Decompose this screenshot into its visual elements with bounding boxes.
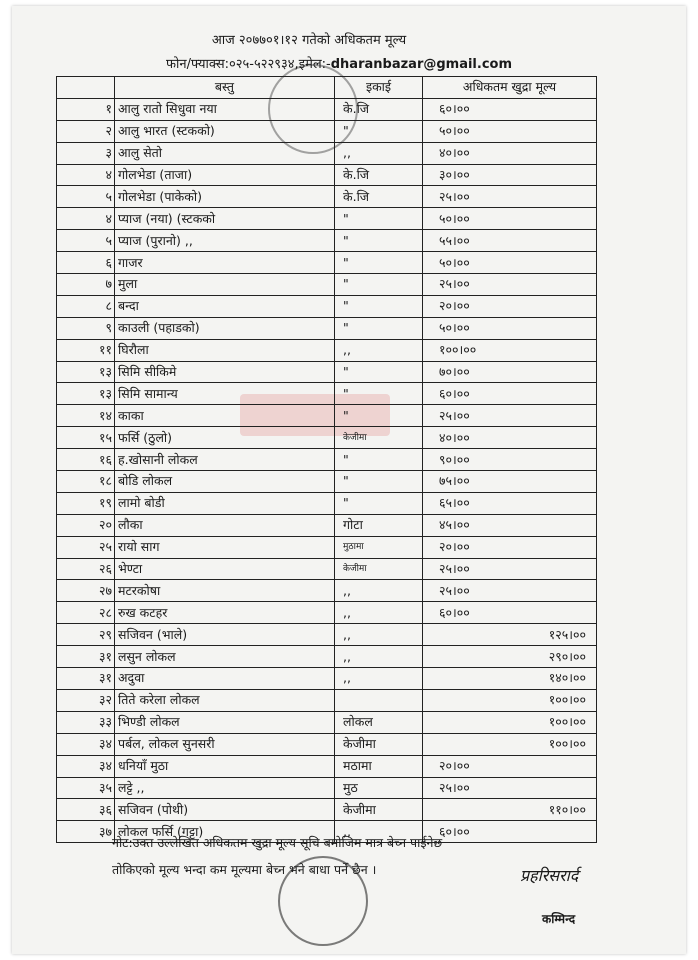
row-item: प्याज (नया) (स्टकको bbox=[115, 208, 335, 230]
header-contact bbox=[2, 54, 676, 72]
row-unit: ,, bbox=[335, 646, 423, 668]
table-row bbox=[57, 580, 597, 602]
row-item: सजिवन (भाले) bbox=[115, 624, 335, 646]
row-sn: ११ bbox=[57, 339, 115, 361]
row-price: ५५।०० bbox=[423, 230, 597, 252]
row-price: २९०।०० bbox=[423, 646, 597, 668]
row-price: २५।०० bbox=[423, 777, 597, 799]
row-item: सजिवन (पोथी) bbox=[115, 799, 335, 821]
row-item: काका bbox=[115, 405, 335, 427]
table-header-row bbox=[57, 77, 597, 99]
row-item: बन्दा bbox=[115, 295, 335, 317]
official-seal-bottom bbox=[278, 856, 368, 946]
col-header-unit: इकाई bbox=[335, 77, 423, 99]
row-item: मटरकोषा bbox=[115, 580, 335, 602]
row-sn: ४ bbox=[57, 164, 115, 186]
table-row bbox=[57, 252, 597, 274]
table-row bbox=[57, 186, 597, 208]
row-price: २५।०० bbox=[423, 405, 597, 427]
row-unit: " bbox=[335, 383, 423, 405]
row-sn: ३२ bbox=[57, 689, 115, 711]
row-item: भिण्डी लोकल bbox=[115, 711, 335, 733]
row-price: ५०।०० bbox=[423, 120, 597, 142]
row-unit: " bbox=[335, 449, 423, 471]
row-sn: ७ bbox=[57, 274, 115, 296]
row-unit: मुठ bbox=[335, 777, 423, 799]
row-price: २०।०० bbox=[423, 536, 597, 558]
row-item: गोलभेडा (पाकेको) bbox=[115, 186, 335, 208]
row-item: तिते करेला लोकल bbox=[115, 689, 335, 711]
row-item: रुख कटहर bbox=[115, 602, 335, 624]
row-sn: ९ bbox=[57, 317, 115, 339]
row-sn: ३४ bbox=[57, 733, 115, 755]
row-item: प्याज (पुरानो) ,, bbox=[115, 230, 335, 252]
row-sn: ५ bbox=[57, 230, 115, 252]
table-row bbox=[57, 427, 597, 449]
row-item: गाजर bbox=[115, 252, 335, 274]
row-price: १००।०० bbox=[423, 689, 597, 711]
row-item: गोलभेडा (ताजा) bbox=[115, 164, 335, 186]
row-item: भेण्टा bbox=[115, 558, 335, 580]
table-row bbox=[57, 624, 597, 646]
row-sn: ३७ bbox=[57, 821, 115, 843]
row-sn: १६ bbox=[57, 449, 115, 471]
table-row bbox=[57, 383, 597, 405]
row-price: ५०।०० bbox=[423, 252, 597, 274]
row-unit: ,, bbox=[335, 602, 423, 624]
row-price: ४५।०० bbox=[423, 514, 597, 536]
row-sn: २९ bbox=[57, 624, 115, 646]
row-sn: २० bbox=[57, 514, 115, 536]
table-row bbox=[57, 711, 597, 733]
row-price: ६५।०० bbox=[423, 492, 597, 514]
row-price: १४०।०० bbox=[423, 668, 597, 690]
row-item: लसुन लोकल bbox=[115, 646, 335, 668]
row-unit: " bbox=[335, 471, 423, 493]
row-item: धनियाँ मुठा bbox=[115, 755, 335, 777]
row-sn: ३१ bbox=[57, 668, 115, 690]
row-price: १००।०० bbox=[423, 339, 597, 361]
signature: प्रहरिसरार्द bbox=[520, 866, 579, 885]
header-title: आज २०७७०१।१२ गतेको अधिकतम मूल्य bbox=[211, 33, 407, 48]
table-row bbox=[57, 361, 597, 383]
row-sn: १४ bbox=[57, 405, 115, 427]
table-row bbox=[57, 230, 597, 252]
row-price: २५।०० bbox=[423, 558, 597, 580]
table-row bbox=[57, 777, 597, 799]
row-unit: " bbox=[335, 317, 423, 339]
document-page bbox=[12, 6, 686, 954]
table-row bbox=[57, 339, 597, 361]
row-unit: केजीमा bbox=[335, 427, 423, 449]
row-unit: ,, bbox=[335, 339, 423, 361]
row-unit: मुठामा bbox=[335, 536, 423, 558]
row-sn: १३ bbox=[57, 383, 115, 405]
row-sn: ५ bbox=[57, 186, 115, 208]
table-row bbox=[57, 471, 597, 493]
row-unit: " bbox=[335, 120, 423, 142]
row-sn: २६ bbox=[57, 558, 115, 580]
row-item: घिरौला bbox=[115, 339, 335, 361]
table-row bbox=[57, 98, 597, 120]
row-item: लौका bbox=[115, 514, 335, 536]
row-price: ३०।०० bbox=[423, 164, 597, 186]
table-row bbox=[57, 142, 597, 164]
row-price: २५।०० bbox=[423, 186, 597, 208]
row-item: सिमि सीकिमे bbox=[115, 361, 335, 383]
row-unit: " bbox=[335, 361, 423, 383]
row-unit: केजीमा bbox=[335, 733, 423, 755]
row-unit: ,, bbox=[335, 142, 423, 164]
table-row bbox=[57, 274, 597, 296]
row-item: आलु सेतो bbox=[115, 142, 335, 164]
row-item: आलु भारत (स्टकको) bbox=[115, 120, 335, 142]
row-unit: " bbox=[335, 295, 423, 317]
table-row bbox=[57, 558, 597, 580]
table-row bbox=[57, 755, 597, 777]
row-sn: ३१ bbox=[57, 646, 115, 668]
row-price: २०।०० bbox=[423, 755, 597, 777]
row-price: १२५।०० bbox=[423, 624, 597, 646]
row-item: लोकल फर्सि (गट्टा) bbox=[115, 821, 335, 843]
price-table bbox=[56, 76, 597, 843]
row-price: १००।०० bbox=[423, 733, 597, 755]
row-item: मुला bbox=[115, 274, 335, 296]
table-row bbox=[57, 208, 597, 230]
row-price: ७५।०० bbox=[423, 471, 597, 493]
table-row bbox=[57, 602, 597, 624]
row-sn: ८ bbox=[57, 295, 115, 317]
row-price: ६०।०० bbox=[423, 383, 597, 405]
row-price: ६०।०० bbox=[423, 821, 597, 843]
row-unit: " bbox=[335, 492, 423, 514]
table-row bbox=[57, 120, 597, 142]
row-price: २०।०० bbox=[423, 295, 597, 317]
row-unit: केजीमा bbox=[335, 799, 423, 821]
row-item: आलु रातो सिधुवा नया bbox=[115, 98, 335, 120]
table-row bbox=[57, 317, 597, 339]
table-row bbox=[57, 514, 597, 536]
row-unit: " bbox=[335, 405, 423, 427]
table-row bbox=[57, 646, 597, 668]
signature-stamp: कम्मिन्द bbox=[542, 912, 576, 926]
row-sn: १ bbox=[57, 98, 115, 120]
row-sn: ३४ bbox=[57, 755, 115, 777]
row-unit: के.जि bbox=[335, 164, 423, 186]
row-price: ६०।०० bbox=[423, 98, 597, 120]
row-sn: १९ bbox=[57, 492, 115, 514]
row-sn: ४ bbox=[57, 208, 115, 230]
row-item: रायो साग bbox=[115, 536, 335, 558]
header-email: dharanbazar@gmail.com bbox=[330, 57, 513, 72]
row-price: २५।०० bbox=[423, 274, 597, 296]
col-header-price: अधिकतम खुद्रा मूल्य bbox=[423, 77, 597, 99]
row-item: पर्बल, लोकल सुनसरी bbox=[115, 733, 335, 755]
row-unit: " bbox=[335, 230, 423, 252]
row-sn: २५ bbox=[57, 536, 115, 558]
table-row bbox=[57, 449, 597, 471]
table-row bbox=[57, 164, 597, 186]
table-row bbox=[57, 689, 597, 711]
row-unit bbox=[335, 689, 423, 711]
row-unit: मठामा bbox=[335, 755, 423, 777]
col-header-item: बस्तु bbox=[115, 77, 335, 99]
row-unit: लोकल bbox=[335, 711, 423, 733]
table-row bbox=[57, 668, 597, 690]
table-row bbox=[57, 799, 597, 821]
row-item: ह.खोसानी लोकल bbox=[115, 449, 335, 471]
row-price: ११०।०० bbox=[423, 799, 597, 821]
row-sn: १३ bbox=[57, 361, 115, 383]
row-unit: के.जि bbox=[335, 98, 423, 120]
table-row bbox=[57, 405, 597, 427]
table-row bbox=[57, 492, 597, 514]
table-body bbox=[57, 98, 597, 842]
row-item: सिमि सामान्य bbox=[115, 383, 335, 405]
col-header-sn bbox=[57, 77, 115, 99]
note-line-1: नोट:उक्त उल्लेखित अधिकतम खुद्रा मूल्य सूचि बमोजिम मात्र बेच्न पाईनेछ bbox=[112, 835, 443, 850]
row-sn: २८ bbox=[57, 602, 115, 624]
row-sn: ३६ bbox=[57, 799, 115, 821]
row-item: फर्सि (ठुलो) bbox=[115, 427, 335, 449]
row-sn: १५ bbox=[57, 427, 115, 449]
row-price: ५०।०० bbox=[423, 317, 597, 339]
row-sn: ६ bbox=[57, 252, 115, 274]
row-item: बोडि लोकल bbox=[115, 471, 335, 493]
row-price: १००।०० bbox=[423, 711, 597, 733]
row-unit: केजीमा bbox=[335, 558, 423, 580]
row-sn: २७ bbox=[57, 580, 115, 602]
row-unit: " bbox=[335, 208, 423, 230]
row-price: ७०।०० bbox=[423, 361, 597, 383]
row-price: ४०।०० bbox=[423, 142, 597, 164]
row-item: लामो बोडी bbox=[115, 492, 335, 514]
row-sn: १८ bbox=[57, 471, 115, 493]
row-sn: ३ bbox=[57, 142, 115, 164]
row-price: ४०।०० bbox=[423, 427, 597, 449]
row-unit: ,, bbox=[335, 580, 423, 602]
row-item: काउली (पहाडको) bbox=[115, 317, 335, 339]
row-item: लट्टे ,, bbox=[115, 777, 335, 799]
note-line-2: तोकिएको मूल्य भन्दा कम मूल्यमा बेच्न भने बाधा पर्ने छैन । bbox=[112, 862, 377, 877]
row-unit: ,, bbox=[335, 821, 423, 843]
table-row bbox=[57, 733, 597, 755]
row-sn: ३५ bbox=[57, 777, 115, 799]
row-item: अदुवा bbox=[115, 668, 335, 690]
row-unit: " bbox=[335, 274, 423, 296]
row-sn: २ bbox=[57, 120, 115, 142]
row-unit: के.जि bbox=[335, 186, 423, 208]
row-unit: ,, bbox=[335, 668, 423, 690]
row-price: ९०।०० bbox=[423, 449, 597, 471]
row-sn: ३३ bbox=[57, 711, 115, 733]
row-unit: " bbox=[335, 252, 423, 274]
row-price: ५०।०० bbox=[423, 208, 597, 230]
row-unit: ,, bbox=[335, 624, 423, 646]
row-price: ६०।०० bbox=[423, 602, 597, 624]
header-phone: फोन/फ्याक्स:०२५-५२२९३४,इमेल:- bbox=[165, 57, 331, 72]
row-price: २५।०० bbox=[423, 580, 597, 602]
table-row bbox=[57, 295, 597, 317]
row-unit: गोटा bbox=[335, 514, 423, 536]
table-row bbox=[57, 536, 597, 558]
